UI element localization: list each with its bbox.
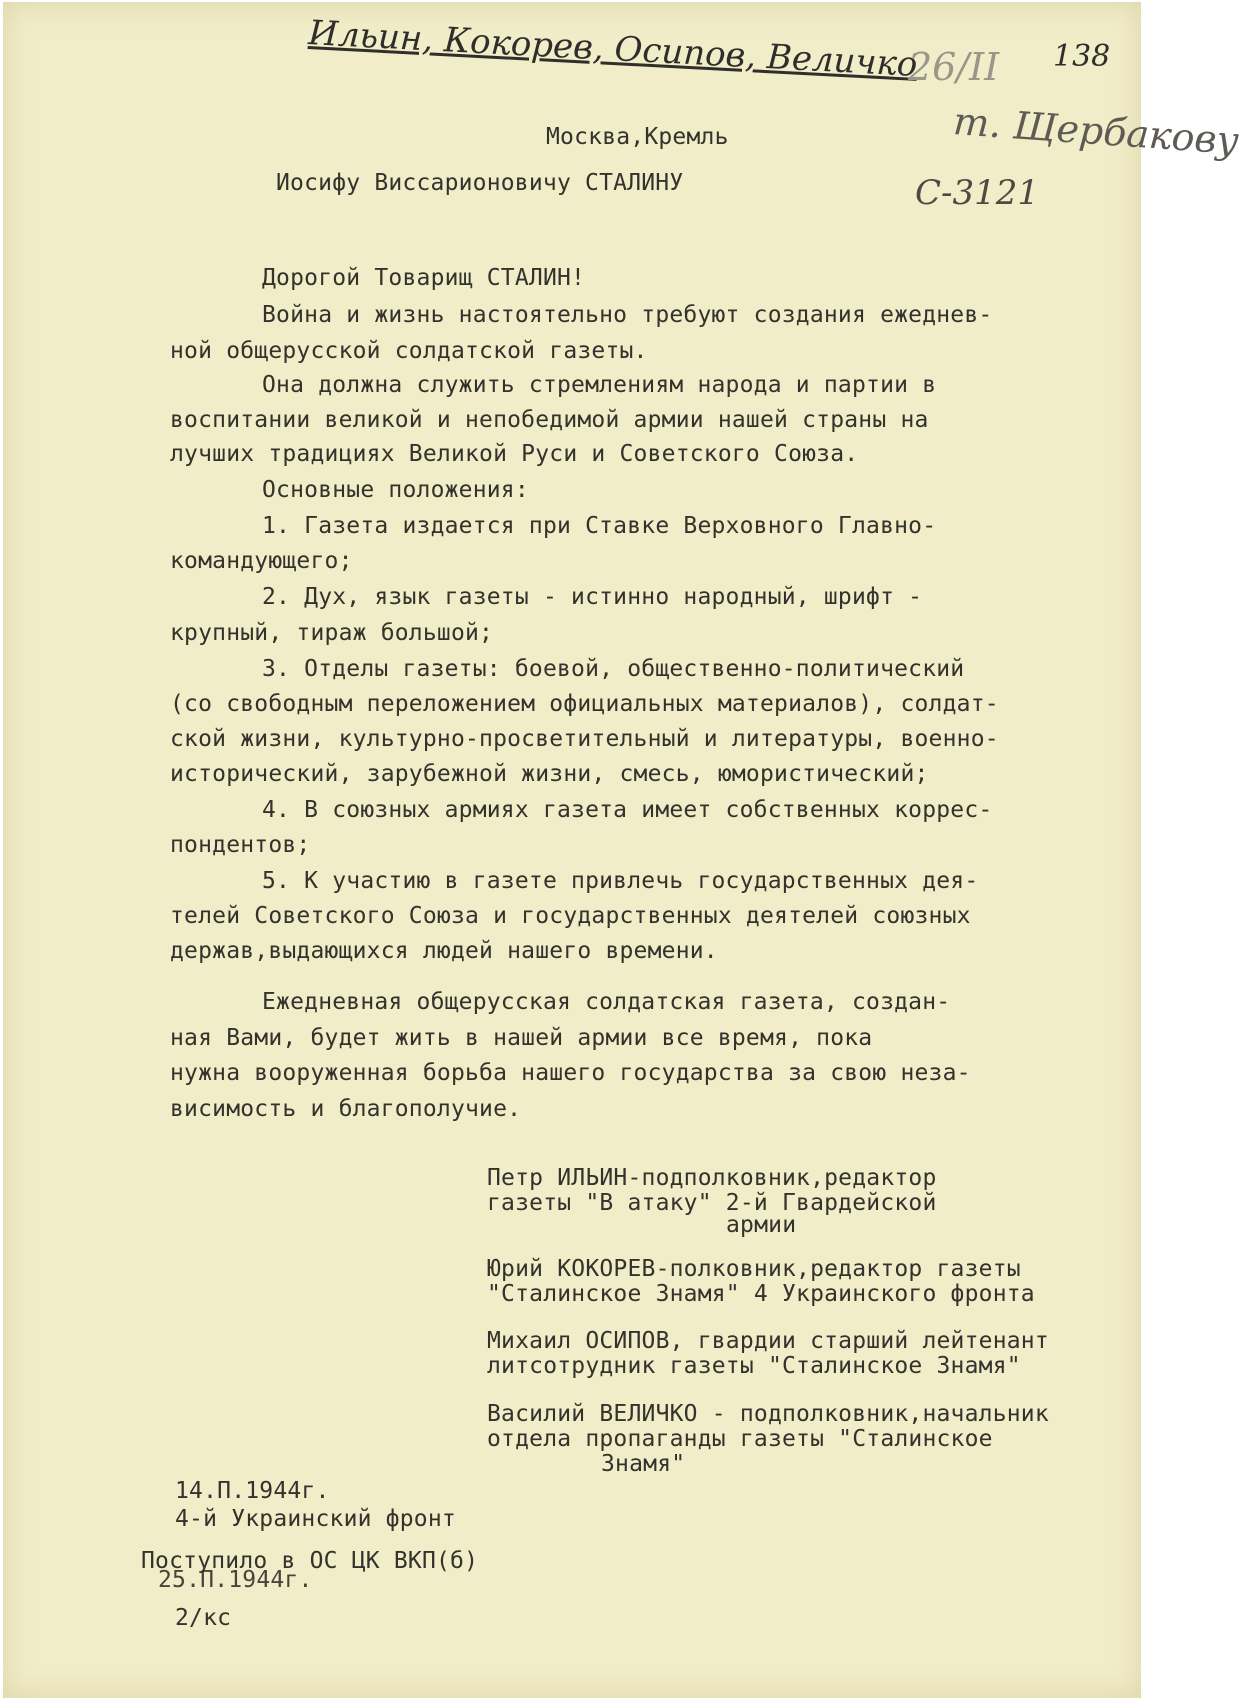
greeting: Дорогой Товарищ СТАЛИН!: [262, 265, 586, 291]
signatory-osipov-line1: Михаил ОСИПОВ, гвардии старший лейтенант: [487, 1328, 1049, 1354]
body-line: 3. Отделы газеты: боевой, общественно-политический: [262, 656, 965, 682]
body-line: пондентов;: [170, 832, 311, 858]
footer-front: 4-й Украинский фронт: [175, 1506, 456, 1532]
body-line: Война и жизнь настоятельно требуют создания ежеднев-: [262, 302, 993, 328]
body-line: 4. В союзных армиях газета имеет собственных коррес-: [262, 797, 993, 823]
handwritten-page-number: 138: [1053, 39, 1111, 74]
body-line: ная Вами, будет жить в нашей армии все время, пока: [170, 1025, 873, 1051]
signatory-velichko-line2: отдела пропаганды газеты "Сталинское: [487, 1426, 993, 1452]
signatory-velichko-line3: Знамя": [601, 1451, 686, 1477]
handwritten-registration-number: С-3121: [915, 173, 1040, 213]
signatory-ilin-line2: газеты "В атаку" 2-й Гвардейской: [487, 1190, 937, 1216]
body-line: 5. К участию в газете привлечь государственных дея-: [262, 868, 979, 894]
footer-received: Поступило в ОС ЦК ВКП(б): [141, 1548, 479, 1574]
footer-date: 14.П.1944г.: [175, 1478, 330, 1504]
handwritten-addressee-note: т. Щербакову: [951, 99, 1240, 163]
body-line: воспитании великой и непобедимой армии нашей страны на: [170, 407, 929, 433]
body-line: лучших традициях Великой Руси и Советского Союза.: [170, 441, 859, 467]
header-location: Москва,Кремль: [546, 124, 729, 150]
signatory-osipov-line2: литсотрудник газеты "Сталинское Знамя": [487, 1353, 1021, 1379]
body-line: 2. Дух, язык газеты - истинно народный, шрифт -: [262, 584, 923, 610]
body-line: Она должна служить стремлениям народа и партии в: [262, 372, 937, 398]
body-line: ной общерусской солдатской газеты.: [170, 338, 648, 364]
signatory-kokorev-line2: "Сталинское Знамя" 4 Украинского фронта: [487, 1281, 1035, 1307]
body-line: Ежедневная общерусская солдатская газета, создан-: [262, 989, 951, 1015]
footer-ref: 2/кс: [175, 1605, 232, 1631]
body-line: держав,выдающихся людей нашего времени.: [170, 938, 718, 964]
body-line: телей Советского Союза и государственных деятелей союзных: [170, 903, 971, 929]
body-line: 1. Газета издается при Ставке Верховного Главно-: [262, 513, 937, 539]
signatory-ilin-line1: Петр ИЛЬИН-подполковник,редактор: [487, 1165, 937, 1191]
body-line: висимость и благополучие.: [170, 1096, 522, 1122]
signatory-velichko-line1: Василий ВЕЛИЧКО - подполковник,начальник: [487, 1401, 1049, 1427]
body-line: (со свободным переложением официальных материалов), солдат-: [170, 691, 999, 717]
body-line: командующего;: [170, 548, 353, 574]
document-page: [3, 2, 1240, 1698]
handwritten-date: 26/II: [908, 45, 1000, 89]
body-line: нужна вооруженная борьба нашего государства за свою неза-: [170, 1060, 971, 1086]
body-line: Основные положения:: [262, 477, 529, 503]
header-addressee: Иосифу Виссарионовичу СТАЛИНУ: [276, 170, 684, 196]
signatory-kokorev-line1: Юрий КОКОРЕВ-полковник,редактор газеты: [487, 1256, 1021, 1282]
body-line: крупный, тираж большой;: [170, 620, 494, 646]
body-line: исторический, зарубежной жизни, смесь, юмористический;: [170, 761, 929, 787]
signatory-ilin-line3: армии: [726, 1212, 797, 1238]
handwritten-names: Ильин, Кокорев, Осипов, Величко: [307, 13, 919, 85]
body-line: ской жизни, культурно-просветительный и литературы, военно-: [170, 726, 999, 752]
footer-received-date: 25.П.1944г.: [158, 1567, 313, 1593]
